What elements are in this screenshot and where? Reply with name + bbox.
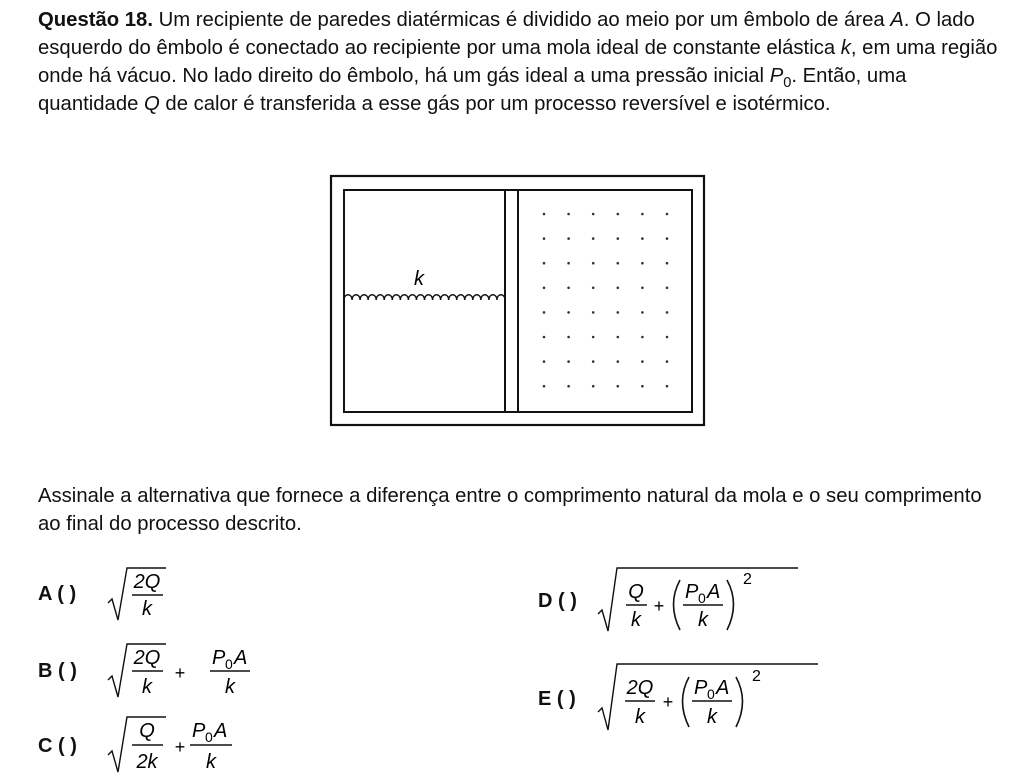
gas-particle xyxy=(567,360,570,363)
svg-text:2Q: 2Q xyxy=(133,647,161,669)
gas-particle xyxy=(543,360,546,363)
svg-text:2k: 2k xyxy=(136,751,158,773)
spring-label: k xyxy=(414,268,424,290)
svg-text:+: + xyxy=(174,737,186,757)
gas-particle xyxy=(543,385,546,388)
svg-text:P: P xyxy=(192,720,206,742)
gas-particle xyxy=(617,311,620,314)
option-c-formula xyxy=(106,713,296,775)
gas-particle xyxy=(592,262,595,265)
svg-text:2: 2 xyxy=(752,668,761,685)
svg-text:0: 0 xyxy=(205,729,213,745)
gas-particle xyxy=(543,262,546,265)
gas-particle xyxy=(666,385,669,388)
gas-particle xyxy=(617,287,620,290)
option-e[interactable] xyxy=(538,656,798,734)
gas-particle xyxy=(592,336,595,339)
option-d-label: D ( ) xyxy=(538,590,577,612)
svg-text:P: P xyxy=(212,647,226,669)
option-d-formula xyxy=(596,562,826,634)
gas-particle xyxy=(592,237,595,240)
gas-particle xyxy=(666,213,669,216)
option-a[interactable] xyxy=(38,565,188,625)
gas-particle xyxy=(567,237,570,240)
svg-text:Q: Q xyxy=(139,720,155,742)
gas-particle xyxy=(567,336,570,339)
gas-particle xyxy=(641,336,644,339)
svg-text:A: A xyxy=(214,720,228,742)
svg-text:A: A xyxy=(707,581,721,603)
svg-text:A: A xyxy=(716,677,730,699)
svg-text:+: + xyxy=(653,596,665,616)
piston xyxy=(505,190,518,412)
option-a-label: A ( ) xyxy=(38,583,77,605)
svg-text:0: 0 xyxy=(225,656,233,672)
gas-particle xyxy=(567,385,570,388)
svg-text:k: k xyxy=(142,676,152,698)
svg-text:0: 0 xyxy=(698,590,706,606)
gas-particle xyxy=(666,237,669,240)
gas-particle xyxy=(617,237,620,240)
gas-particle xyxy=(567,287,570,290)
gas-particle xyxy=(567,213,570,216)
svg-text:+: + xyxy=(174,663,186,683)
gas-particle xyxy=(543,336,546,339)
option-b-label: B ( ) xyxy=(38,660,77,682)
gas-particle xyxy=(666,311,669,314)
option-c[interactable] xyxy=(38,713,258,775)
gas-particle xyxy=(641,262,644,265)
svg-text:k: k xyxy=(635,706,645,728)
spring xyxy=(344,295,505,300)
gas-particle xyxy=(666,336,669,339)
gas-particle xyxy=(543,213,546,216)
gas-particle xyxy=(641,213,644,216)
gas-particle xyxy=(592,287,595,290)
gas-particle xyxy=(592,213,595,216)
gas-particle xyxy=(641,287,644,290)
gas-particle xyxy=(543,237,546,240)
gas-particle xyxy=(666,287,669,290)
gas-particle xyxy=(567,311,570,314)
option-e-formula xyxy=(596,656,836,734)
svg-text:2Q: 2Q xyxy=(626,677,654,699)
svg-text:2Q: 2Q xyxy=(133,571,161,593)
svg-text:k: k xyxy=(698,609,708,631)
gas-particle xyxy=(543,287,546,290)
option-d[interactable] xyxy=(538,562,798,634)
svg-text:P: P xyxy=(694,677,708,699)
svg-text:P: P xyxy=(685,581,699,603)
option-a-formula xyxy=(106,565,216,625)
question-prompt: Assinale a alternativa que fornece a diferença entre o comprimento natural da mola e o seu comprimento ao final do processo descrito. xyxy=(38,485,982,535)
question-number: Questão 18. xyxy=(38,9,153,31)
option-b-formula xyxy=(106,640,296,702)
option-c-label: C ( ) xyxy=(38,735,77,757)
gas-particle xyxy=(617,262,620,265)
gas-particle xyxy=(617,360,620,363)
gas-particles xyxy=(543,213,669,388)
option-b[interactable] xyxy=(38,640,258,702)
gas-particle xyxy=(592,385,595,388)
gas-particle xyxy=(641,237,644,240)
gas-particle xyxy=(592,311,595,314)
question-statement: Questão 18. Um recipiente de paredes diatérmicas é dividido ao meio por um êmbolo de área A. O lado esquerdo do êmbolo é conectado ao recipiente por uma mola ideal de constante elástica k, em uma região onde há vácuo. No lado direito do êmbolo, há um gás ideal a uma pressão inicial $P_0$. Então, uma quantidade Q de calor é transferida a esse gás por um processo reversível e isotérmico. xyxy=(38,9,998,115)
svg-text:2: 2 xyxy=(743,571,752,588)
gas-particle xyxy=(641,360,644,363)
gas-particle xyxy=(543,311,546,314)
svg-text:+: + xyxy=(662,692,674,712)
svg-text:k: k xyxy=(707,706,717,728)
gas-particle xyxy=(641,311,644,314)
option-e-label: E ( ) xyxy=(538,688,576,710)
gas-particle xyxy=(617,336,620,339)
svg-text:k: k xyxy=(142,598,152,620)
gas-particle xyxy=(567,262,570,265)
gas-particle xyxy=(641,385,644,388)
svg-text:k: k xyxy=(631,609,641,631)
svg-text:k: k xyxy=(225,676,235,698)
gas-particle xyxy=(617,213,620,216)
gas-particle xyxy=(666,360,669,363)
svg-text:0: 0 xyxy=(707,686,715,702)
svg-text:A: A xyxy=(234,647,248,669)
gas-particle xyxy=(617,385,620,388)
svg-text:k: k xyxy=(206,751,216,773)
gas-particle xyxy=(666,262,669,265)
svg-text:Q: Q xyxy=(628,581,644,603)
gas-particle xyxy=(592,360,595,363)
